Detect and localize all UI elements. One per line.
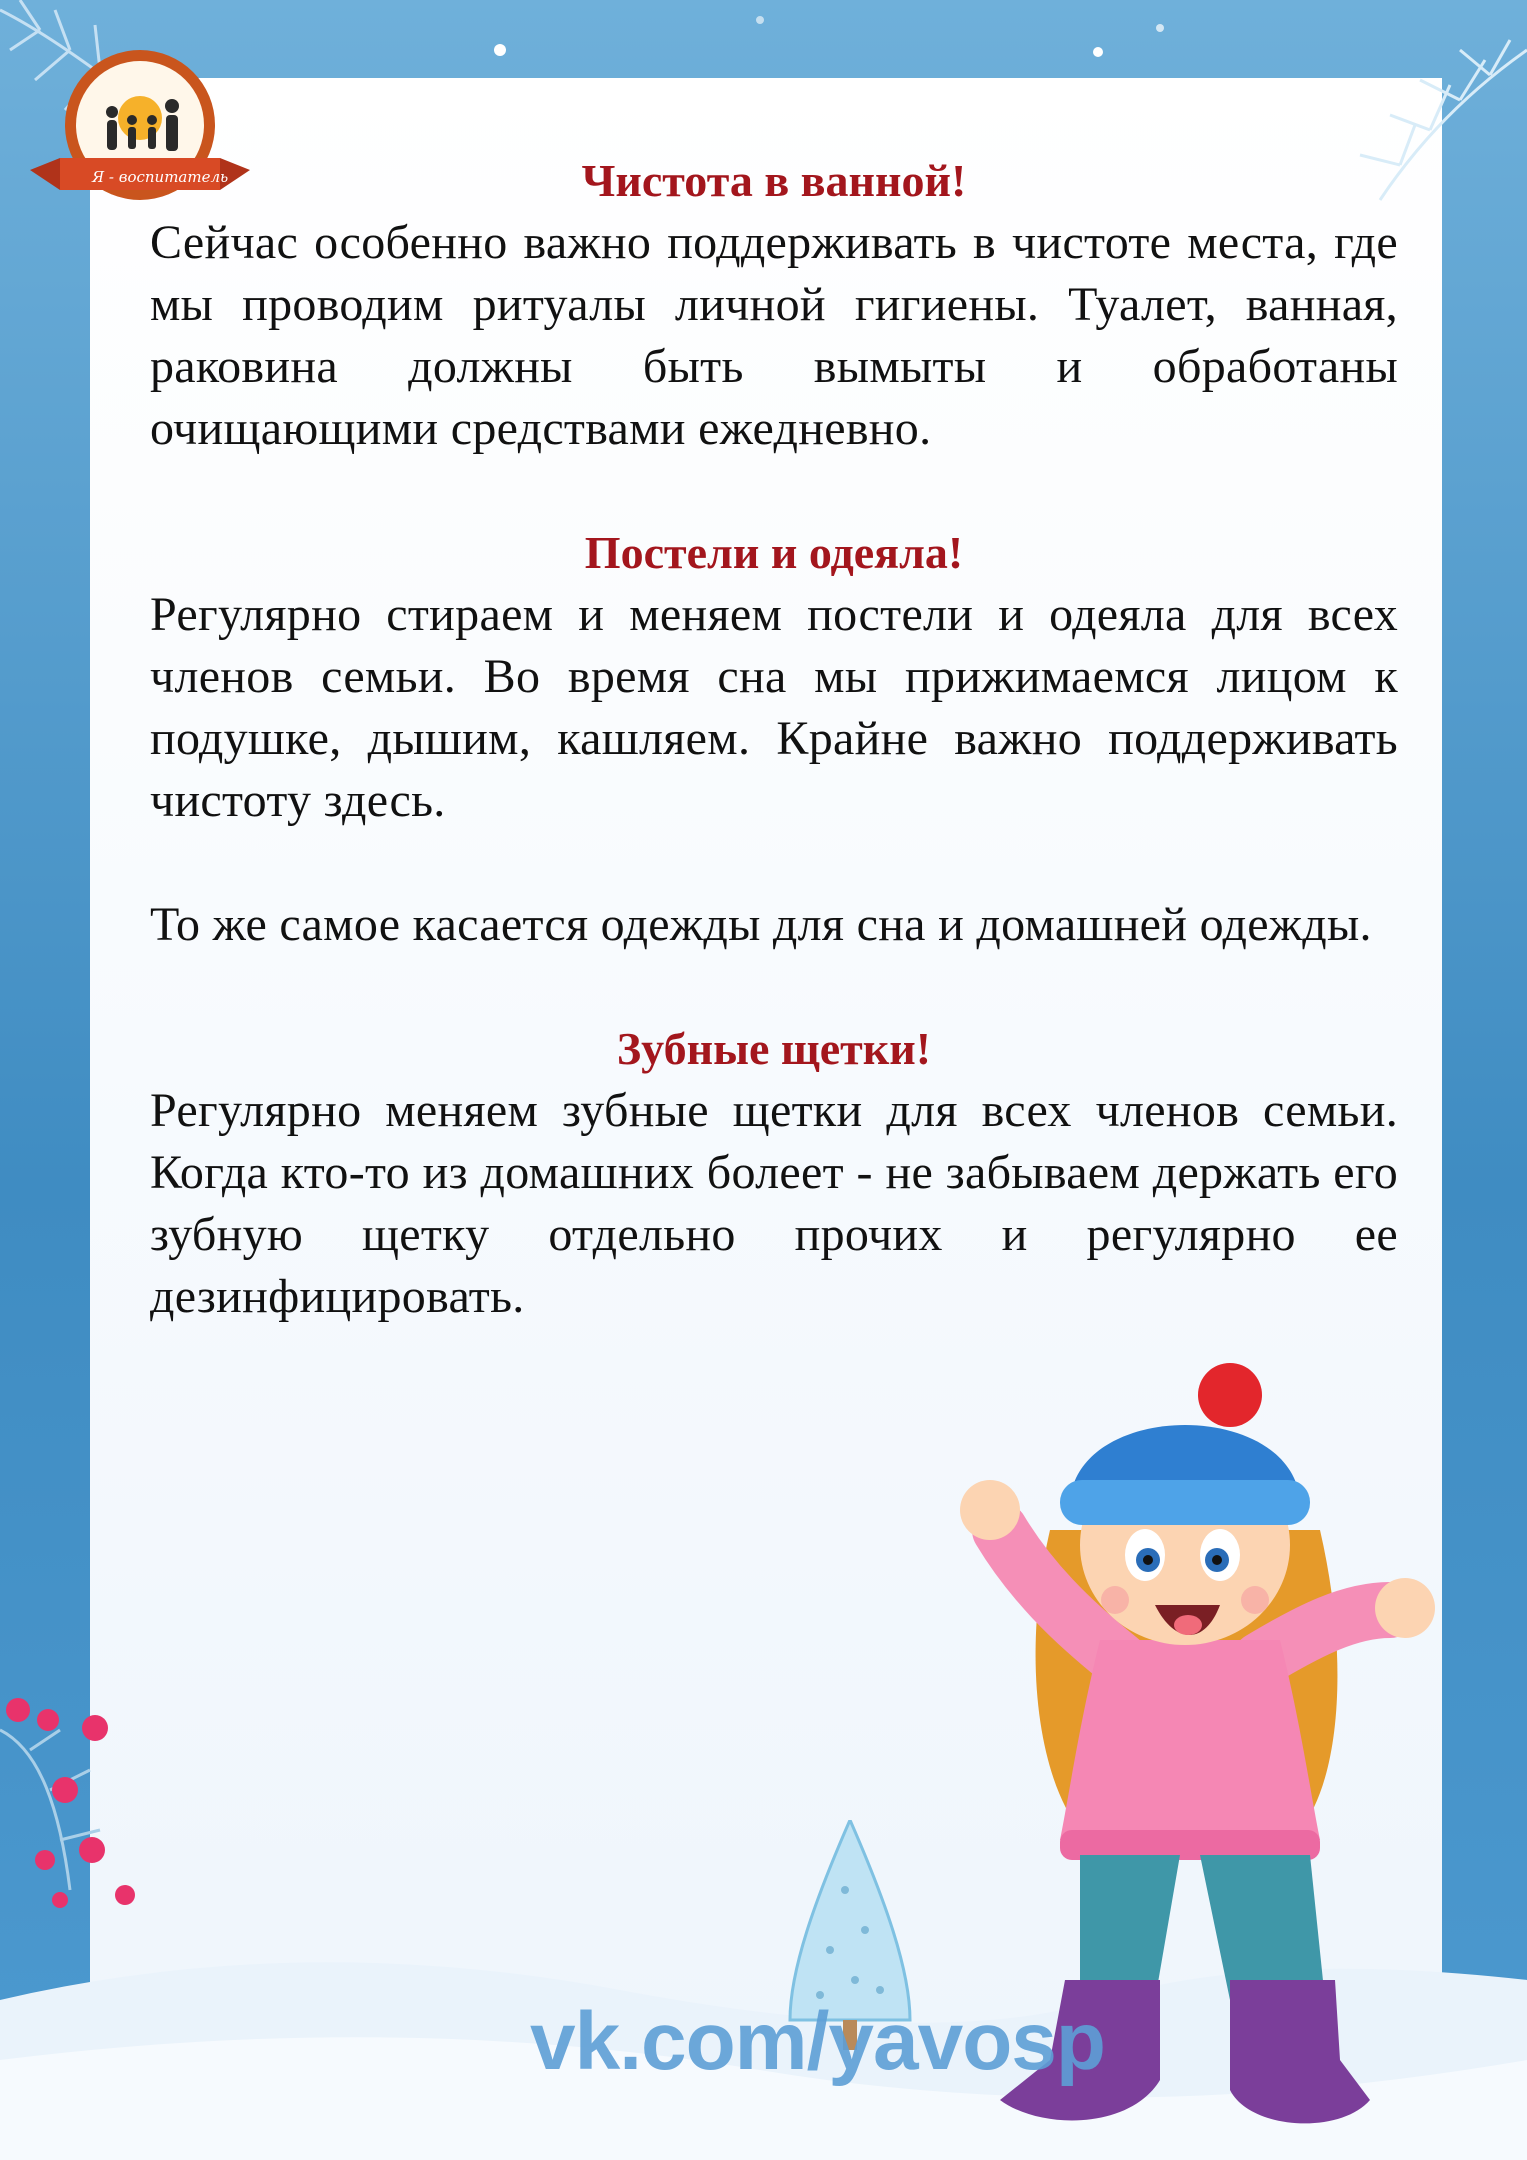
section-text-bathroom: Сейчас особенно важно поддерживать в чистоте места, где мы проводим ритуалы личной гигиены. Туалет, ванная, раковина должны быть вымыты и обработаны очищающими средствами ежедневно.	[150, 216, 1398, 455]
section-text-bedding: Регулярно стираем и меняем постели и одеяла для всех членов семьи. Во время сна мы прижимаемся лицом к подушке, дышим, кашляем. Крайне важно поддерживать чистоту здесь.	[150, 588, 1398, 827]
article	[150, 150, 1398, 1328]
section-heading-toothbrushes: Зубные щетки!	[616, 1023, 932, 1074]
section-heading-bathroom: Чистота в ванной!	[581, 155, 967, 206]
logo-caption: Я - воспитатель	[92, 168, 229, 186]
section-heading-bedding: Постели и одеяла!	[584, 527, 964, 578]
berry-branch-decoration	[0, 1690, 150, 1920]
section-text-sleepwear: То же самое касается одежды для сна и домашней одежды.	[150, 898, 1372, 951]
section-text-toothbrushes: Регулярно меняем зубные щетки для всех членов семьи. Когда кто-то из домашних болеет - не забываем держать его зубную щетку отдельно прочих и регулярно ее дезинфицировать.	[150, 1084, 1398, 1323]
watermark-link: vk.com/yavosp	[530, 1996, 1105, 2087]
